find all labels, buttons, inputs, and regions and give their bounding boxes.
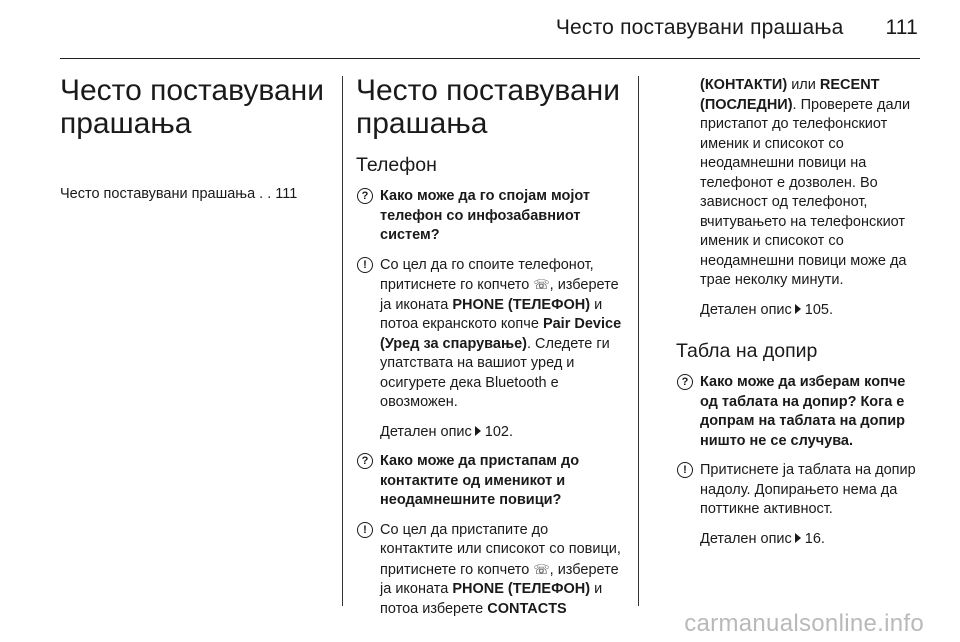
question-3 <box>676 373 926 451</box>
answer-bold: PHONE (ТЕЛЕФОН) <box>452 296 591 313</box>
question-icon: ? <box>357 188 373 204</box>
answer-bold: (КОНТАКТИ) <box>700 77 788 93</box>
header-title: Често поставувани прашања <box>555 16 844 39</box>
reference-label: Детален опис <box>380 423 472 440</box>
exclamation-icon: ! <box>357 257 373 273</box>
watermark: carmanualsonline.info <box>684 610 924 637</box>
arrow-right-icon <box>475 426 481 436</box>
answer-text: . Проверете дали пристапот до телефонскиот именик и списокот со неодамнешни повици на телефонот е дозволен. Во зависност од телефонот, вчитувањето на телефонскиот именик и списокот со неодамнешни повици може да трае неколку минути. <box>700 96 911 288</box>
question-2 <box>356 452 624 511</box>
exclamation-icon: ! <box>677 462 693 478</box>
chapter-title: Често поставувани прашања <box>60 74 325 140</box>
exclamation-icon: ! <box>357 522 373 538</box>
section-title-phone: Телефон <box>356 154 437 176</box>
answer-bold: RECENT (ПОСЛЕДНИ) <box>700 77 880 113</box>
reference-1[interactable] <box>356 423 624 443</box>
toc-entry[interactable]: Често поставувани прашања . . 111 <box>60 186 298 202</box>
question-text: Како може да изберам копче од таблата на допир? Кога е допрам на таблата на допир ништо не се случува. <box>700 374 906 449</box>
answer-1 <box>356 256 624 413</box>
header-rule <box>60 58 920 59</box>
answer-text: , изберете ја иконата <box>380 277 619 313</box>
answer-bold: Pair Device (Уред за спарување) <box>380 316 622 352</box>
reference-label: Детален опис <box>700 301 792 318</box>
page-number: 111 <box>885 16 918 39</box>
question-1 <box>356 187 624 246</box>
answer-text: Со цел да пристапите до контактите или списокот со повици, притиснете го копчето <box>380 521 621 578</box>
phone-button-icon: ☏ <box>533 561 550 577</box>
answer-text: Притиснете ја таблата на допир надолу. Допирањето нема да поттикне активност. <box>700 462 916 517</box>
reference-label: Детален опис <box>700 530 792 547</box>
column-divider-2 <box>638 76 639 606</box>
section-chapter-title: Често поставувани прашања <box>356 74 621 140</box>
answer-bold: PHONE (ТЕЛЕФОН) <box>452 581 591 597</box>
answer-text: и потоа изберете <box>380 581 603 617</box>
reference-page: 105. <box>804 301 834 318</box>
question-text: Како може да го спојам мојот телефон со инфозабавниот систем? <box>380 188 591 243</box>
answer-text: Со цел да го споите телефонот, притиснете го копчето <box>380 256 594 293</box>
answer-text: и потоа екранското копче <box>380 296 603 332</box>
answer-text: , изберете ја иконата <box>380 561 619 597</box>
answer-text: . Следете ги упатствата на вашиот уред и осигурете дека Bluetooth е овозможен. <box>380 335 610 410</box>
answer-text: или <box>791 77 816 93</box>
phone-button-icon: ☏ <box>533 277 550 292</box>
section-title-touchpad: Табла на допир <box>676 340 818 362</box>
reference-page: 102. <box>484 423 514 440</box>
answer-2-continued <box>676 76 926 291</box>
column-divider-1 <box>342 76 343 606</box>
question-icon: ? <box>357 453 373 469</box>
toc-column <box>60 74 330 202</box>
reference-3[interactable] <box>676 530 926 550</box>
arrow-right-icon <box>795 304 801 314</box>
content-column-1 <box>356 74 624 629</box>
question-icon: ? <box>677 374 693 390</box>
question-text: Како може да пристапам до контактите од именикот и неодамнешните повици? <box>380 453 580 508</box>
content-column-2 <box>676 76 926 559</box>
answer-bold: CONTACTS <box>487 600 567 617</box>
page-header <box>556 16 918 40</box>
reference-2[interactable] <box>676 301 926 321</box>
answer-3 <box>676 461 926 520</box>
arrow-right-icon <box>795 533 801 543</box>
answer-2 <box>356 521 624 620</box>
reference-page: 16. <box>804 530 825 547</box>
